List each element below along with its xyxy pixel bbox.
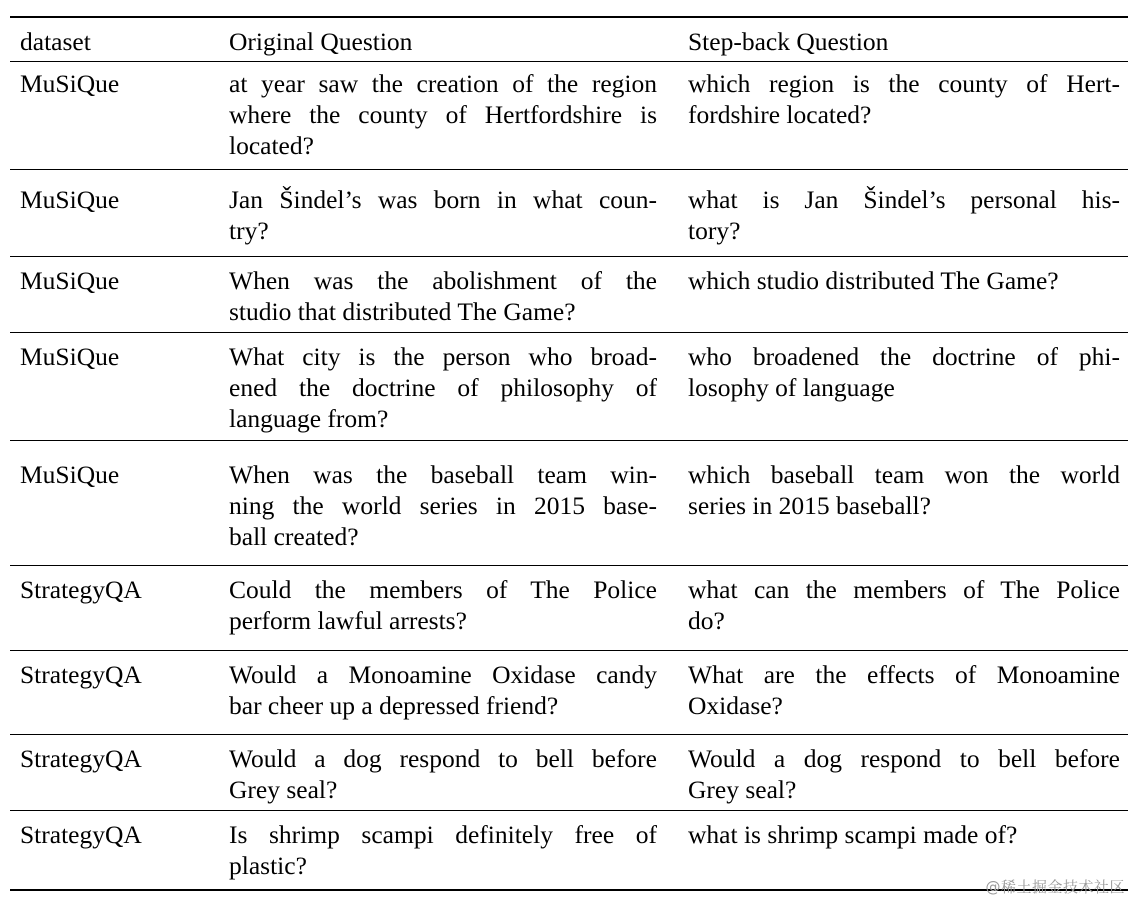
dataset-cell: StrategyQA [20, 660, 142, 689]
text-line: Grey seal? [229, 775, 338, 804]
text-line: Would a dog respond to bell before [688, 744, 1120, 773]
table-row [10, 62, 1128, 170]
table-row [10, 333, 1128, 441]
dataset-cell: MuSiQue [20, 266, 120, 295]
table-bottom-rule [10, 889, 1128, 891]
text-line: Jan Šindel’s was born in what coun- [229, 185, 657, 214]
header-step-back-question: Step-back Question [688, 27, 889, 56]
text-line: who broadened the doctrine of phi- [688, 342, 1120, 371]
text-line: perform lawful arrests? [229, 606, 467, 635]
table-row [10, 441, 1128, 566]
dataset-cell: MuSiQue [20, 460, 120, 489]
step-back-question-cell [688, 659, 1120, 721]
text-line: Would a dog respond to bell before [229, 744, 657, 773]
text-line: Would a Monoamine Oxidase candy [229, 660, 657, 689]
text-line: what is shrimp scampi made of? [688, 820, 1018, 849]
text-line: ball created? [229, 522, 359, 551]
table-row [10, 735, 1128, 811]
text-line: ened the doctrine of philosophy of [229, 373, 657, 402]
text-line: What are the effects of Monoamine [688, 660, 1120, 689]
table-row [10, 170, 1128, 257]
watermark: @稀土掘金技术社区 [985, 878, 1125, 896]
step-back-question-cell [688, 184, 1120, 246]
original-question-cell [229, 459, 657, 552]
text-line: Could the members of The Police [229, 575, 657, 604]
dataset-cell: StrategyQA [20, 744, 142, 773]
text-line: studio that distributed The Game? [229, 297, 576, 326]
table-row [10, 566, 1128, 651]
text-line: where the county of Hertfordshire is [229, 100, 657, 129]
original-question-cell [229, 341, 657, 434]
text-line: language from? [229, 404, 389, 433]
table-header-row [10, 18, 1128, 62]
step-back-question-cell [688, 819, 1120, 850]
step-back-question-cell [688, 743, 1120, 805]
text-line: What city is the person who broad- [229, 342, 657, 371]
text-line: Is shrimp scampi definitely free of [229, 820, 657, 849]
text-line: which region is the county of Hert- [688, 69, 1120, 98]
text-line: series in 2015 baseball? [688, 491, 931, 520]
dataset-cell: StrategyQA [20, 820, 142, 849]
original-question-cell [229, 574, 657, 636]
step-back-question-cell [688, 68, 1120, 130]
step-back-question-cell [688, 265, 1120, 296]
original-question-cell [229, 659, 657, 721]
text-line: do? [688, 606, 725, 635]
text-line: losophy of language [688, 373, 895, 402]
text-line: bar cheer up a depressed friend? [229, 691, 559, 720]
header-original-question: Original Question [229, 27, 413, 56]
text-line: Grey seal? [688, 775, 797, 804]
dataset-cell: MuSiQue [20, 185, 120, 214]
step-back-question-cell [688, 341, 1120, 403]
table-row [10, 257, 1128, 333]
text-line: When was the abolishment of the [229, 266, 657, 295]
header-dataset: dataset [20, 27, 91, 56]
text-line: located? [229, 131, 314, 160]
text-line: which baseball team won the world [688, 460, 1120, 489]
dataset-cell: MuSiQue [20, 342, 120, 371]
text-line: which studio distributed The Game? [688, 266, 1059, 295]
text-line: ning the world series in 2015 base- [229, 491, 657, 520]
original-question-cell [229, 743, 657, 805]
original-question-cell [229, 68, 657, 161]
dataset-cell: MuSiQue [20, 69, 120, 98]
step-back-question-cell [688, 574, 1120, 636]
original-question-cell [229, 265, 657, 327]
dataset-cell: StrategyQA [20, 575, 142, 604]
text-line: plastic? [229, 851, 307, 880]
step-back-question-cell [688, 459, 1120, 521]
original-question-cell [229, 184, 657, 246]
text-line: tory? [688, 216, 741, 245]
text-line: at year saw the creation of the region [229, 69, 657, 98]
table-row [10, 651, 1128, 735]
text-line: Oxidase? [688, 691, 783, 720]
text-line: fordshire located? [688, 100, 872, 129]
text-line: what can the members of The Police [688, 575, 1120, 604]
original-question-cell [229, 819, 657, 881]
text-line: When was the baseball team win- [229, 460, 657, 489]
table-row [10, 811, 1128, 889]
text-line: what is Jan Šindel’s personal his- [688, 185, 1120, 214]
text-line: try? [229, 216, 269, 245]
